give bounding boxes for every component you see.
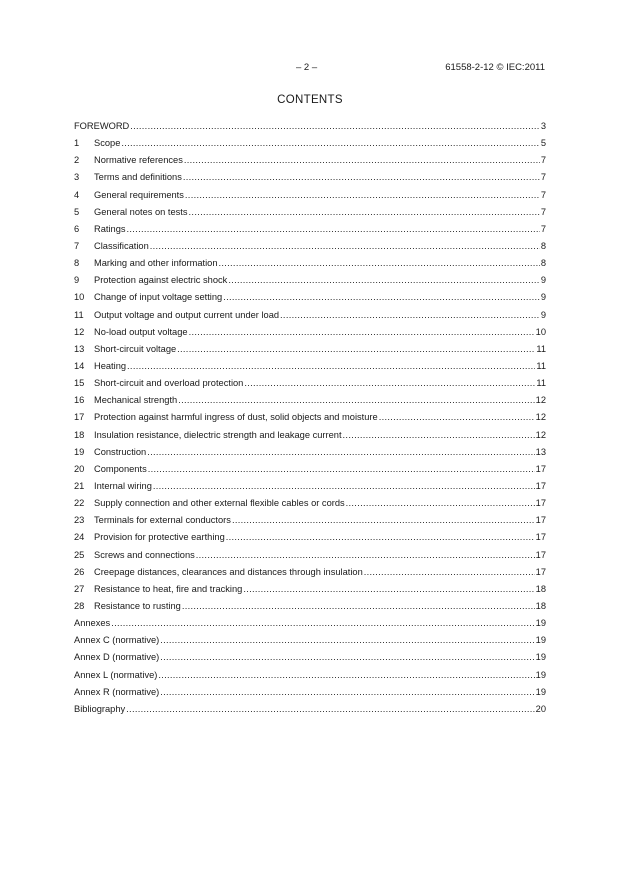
toc-entry-page: 17: [535, 549, 546, 560]
toc-entry[interactable]: [74, 409, 546, 426]
toc-entry-number: 10: [74, 292, 85, 303]
toc-entry[interactable]: [74, 118, 546, 135]
toc-dot-leader: [183, 169, 540, 186]
toc-dot-leader: [379, 409, 535, 426]
toc-dot-leader: [346, 495, 535, 512]
toc-dot-leader: [160, 684, 534, 701]
toc-entry-title: Bibliography: [74, 703, 126, 714]
toc-entry-title: General requirements: [94, 189, 184, 200]
toc-entry-page: 12: [535, 412, 546, 423]
toc-entry-number: 25: [74, 549, 85, 560]
toc-dot-leader: [343, 427, 535, 444]
toc-dot-leader: [148, 461, 535, 478]
toc-entry-number: 27: [74, 583, 85, 594]
toc-dot-leader: [150, 238, 540, 255]
toc-entry-page: 8: [540, 258, 546, 269]
toc-entry-title: Output voltage and output current under load: [94, 309, 280, 320]
toc-dot-leader: [111, 615, 534, 632]
toc-entry-title: Annex L (normative): [74, 669, 158, 680]
toc-dot-leader: [127, 358, 535, 375]
toc-entry-title: Classification: [94, 240, 149, 251]
toc-entry-title: Screws and connections: [94, 549, 195, 560]
toc-entry-page: 9: [540, 275, 546, 286]
toc-entry-title: Heating: [94, 360, 127, 371]
toc-entry-number: 24: [74, 532, 85, 543]
toc-dot-leader: [219, 255, 540, 272]
toc-dot-leader: [160, 649, 534, 666]
toc-entry-page: 10: [535, 326, 546, 337]
toc-dot-leader: [280, 307, 540, 324]
toc-dot-leader: [126, 701, 534, 718]
toc-dot-leader: [364, 564, 535, 581]
toc-entry-number: 9: [74, 275, 80, 286]
toc-entry-number: 6: [74, 223, 80, 234]
toc-entry-page: 17: [535, 566, 546, 577]
toc-dot-leader: [182, 598, 535, 615]
toc-entry-number: 28: [74, 600, 85, 611]
toc-entry-number: 20: [74, 463, 85, 474]
toc-entry-title: Internal wiring: [94, 480, 152, 491]
toc-entry-number: 7: [74, 240, 80, 251]
toc-dot-leader: [121, 135, 539, 152]
toc-entry-title: Insulation resistance, dielectric strength and leakage current: [94, 429, 342, 440]
toc-entry-number: 5: [74, 206, 80, 217]
toc-entry-title: Change of input voltage setting: [94, 292, 223, 303]
toc-dot-leader: [226, 529, 535, 546]
toc-entry-title: Terminals for external conductors: [94, 515, 231, 526]
toc-dot-leader: [153, 478, 535, 495]
toc-entry-title: Short-circuit and overload protection: [94, 378, 244, 389]
toc-entry[interactable]: [74, 392, 546, 409]
toc-entry-title: Ratings: [94, 223, 126, 234]
toc-entry-page: 8: [540, 240, 546, 251]
toc-entry[interactable]: [74, 135, 546, 152]
toc-entry-page: 11: [536, 343, 546, 354]
toc-dot-leader: [228, 272, 540, 289]
toc-entry-title: Protection against harmful ingress of dust, solid objects and moisture: [94, 412, 378, 423]
toc-entry[interactable]: [74, 495, 546, 512]
toc-dot-leader: [185, 187, 540, 204]
toc-entry-number: 16: [74, 395, 85, 406]
toc-dot-leader: [243, 581, 534, 598]
toc-entry-number: 12: [74, 326, 85, 337]
toc-entry-page: 12: [535, 395, 546, 406]
toc-entry-title: Supply connection and other external flexible cables or cords: [94, 498, 345, 509]
toc-entry[interactable]: [74, 187, 546, 204]
toc-entry-number: 11: [74, 309, 84, 320]
toc-entry[interactable]: [74, 632, 546, 649]
toc-entry[interactable]: [74, 444, 546, 461]
toc-entry[interactable]: [74, 615, 546, 632]
toc-entry-page: 7: [540, 172, 546, 183]
toc-entry-page: 13: [535, 446, 546, 457]
toc-entry-number: 19: [74, 446, 85, 457]
toc-entry[interactable]: [74, 255, 546, 272]
toc-entry-title: Provision for protective earthing: [94, 532, 225, 543]
toc-entry-page: 7: [540, 206, 546, 217]
toc-dot-leader: [223, 289, 540, 306]
toc-entry-number: 26: [74, 566, 85, 577]
toc-entry[interactable]: [74, 701, 546, 718]
toc-entry[interactable]: [74, 341, 546, 358]
toc-entry-page: 17: [535, 480, 546, 491]
toc-entry[interactable]: [74, 289, 546, 306]
page-number: – 2 –: [296, 62, 318, 73]
toc-entry-number: 17: [74, 412, 85, 423]
toc-entry-page: 9: [540, 309, 546, 320]
toc-entry-title: General notes on tests: [94, 206, 188, 217]
toc-dot-leader: [147, 444, 534, 461]
contents-title: CONTENTS: [277, 94, 343, 106]
toc-entry-page: 20: [535, 703, 546, 714]
toc-entry-number: 21: [74, 480, 85, 491]
toc-entry[interactable]: [74, 324, 546, 341]
toc-dot-leader: [160, 632, 534, 649]
toc-dot-leader: [177, 341, 535, 358]
toc-entry-page: 19: [535, 635, 546, 646]
toc-entry-page: 7: [540, 189, 546, 200]
toc-dot-leader: [189, 204, 540, 221]
toc-entry-page: 17: [535, 463, 546, 474]
toc-entry-title: Components: [94, 463, 147, 474]
toc-entry-title: Annexes: [74, 618, 111, 629]
toc-entry-title: Marking and other information: [94, 258, 218, 269]
toc-entry-page: 12: [535, 429, 546, 440]
toc-entry-number: 1: [74, 138, 80, 149]
toc-dot-leader: [244, 375, 535, 392]
toc-entry-number: 2: [74, 155, 80, 166]
toc-entry-page: 19: [535, 652, 546, 663]
toc-entry-title: FOREWORD: [74, 121, 130, 131]
table-of-contents: [74, 118, 546, 718]
toc-entry-title: Annex D (normative): [74, 652, 160, 663]
toc-entry-title: Terms and definitions: [94, 172, 182, 183]
toc-entry-page: 17: [535, 498, 546, 509]
toc-dot-leader: [196, 547, 535, 564]
toc-entry[interactable]: [74, 667, 546, 684]
toc-entry-number: 18: [74, 429, 85, 440]
toc-entry-page: 19: [535, 686, 546, 697]
toc-dot-leader: [189, 324, 535, 341]
toc-entry[interactable]: [74, 478, 546, 495]
toc-entry[interactable]: [74, 512, 546, 529]
toc-entry-page: 11: [536, 360, 546, 371]
toc-entry-page: 17: [535, 532, 546, 543]
toc-entry[interactable]: [74, 272, 546, 289]
toc-entry-title: Normative references: [94, 155, 183, 166]
toc-entry-page: 19: [535, 669, 546, 680]
toc-entry[interactable]: [74, 307, 546, 324]
toc-dot-leader: [130, 118, 540, 135]
toc-entry[interactable]: [74, 649, 546, 666]
toc-entry-number: 15: [74, 378, 85, 389]
toc-entry[interactable]: [74, 529, 546, 546]
toc-entry-title: Annex R (normative): [74, 686, 160, 697]
toc-entry-title: Mechanical strength: [94, 395, 178, 406]
toc-entry-page: 7: [540, 223, 546, 234]
toc-entry[interactable]: [74, 152, 546, 169]
toc-dot-leader: [232, 512, 535, 529]
toc-entry-page: 5: [540, 138, 546, 149]
toc-entry-page: 17: [535, 515, 546, 526]
toc-entry-number: 13: [74, 343, 85, 354]
toc-entry-title: No-load output voltage: [94, 326, 188, 337]
toc-entry-page: 11: [536, 378, 546, 389]
toc-entry-title: Creepage distances, clearances and distances through insulation: [94, 566, 363, 577]
document-identifier: 61558-2-12 © IEC:2011: [445, 62, 545, 73]
toc-entry-number: 14: [74, 360, 85, 371]
toc-entry-page: 3: [540, 121, 546, 131]
toc-entry[interactable]: [74, 204, 546, 221]
toc-entry-number: 22: [74, 498, 85, 509]
toc-dot-leader: [127, 221, 540, 238]
toc-entry[interactable]: [74, 598, 546, 615]
toc-entry-page: 19: [535, 618, 546, 629]
toc-entry-number: 4: [74, 189, 80, 200]
toc-entry[interactable]: [74, 169, 546, 186]
toc-entry-title: Construction: [94, 446, 147, 457]
toc-entry[interactable]: [74, 564, 546, 581]
toc-entry[interactable]: [74, 358, 546, 375]
toc-entry-title: Short-circuit voltage: [94, 343, 177, 354]
toc-entry-page: 18: [535, 583, 546, 594]
toc-entry[interactable]: [74, 581, 546, 598]
toc-entry[interactable]: [74, 684, 546, 701]
toc-entry-page: 18: [535, 600, 546, 611]
toc-dot-leader: [158, 667, 534, 684]
toc-entry-page: 9: [540, 292, 546, 303]
toc-entry[interactable]: [74, 238, 546, 255]
toc-dot-leader: [184, 152, 540, 169]
toc-entry[interactable]: [74, 547, 546, 564]
toc-entry[interactable]: [74, 375, 546, 392]
toc-entry-title: Protection against electric shock: [94, 275, 228, 286]
toc-entry[interactable]: [74, 461, 546, 478]
toc-entry-number: 23: [74, 515, 85, 526]
toc-entry-title: Resistance to heat, fire and tracking: [94, 583, 243, 594]
toc-entry-number: 3: [74, 172, 80, 183]
toc-entry-title: Scope: [94, 138, 121, 149]
toc-entry-title: Annex C (normative): [74, 635, 160, 646]
toc-entry-number: 8: [74, 258, 80, 269]
toc-dot-leader: [178, 392, 534, 409]
toc-entry[interactable]: [74, 221, 546, 238]
toc-entry[interactable]: [74, 427, 546, 444]
toc-entry-title: Resistance to rusting: [94, 600, 181, 611]
toc-entry-page: 7: [540, 155, 546, 166]
